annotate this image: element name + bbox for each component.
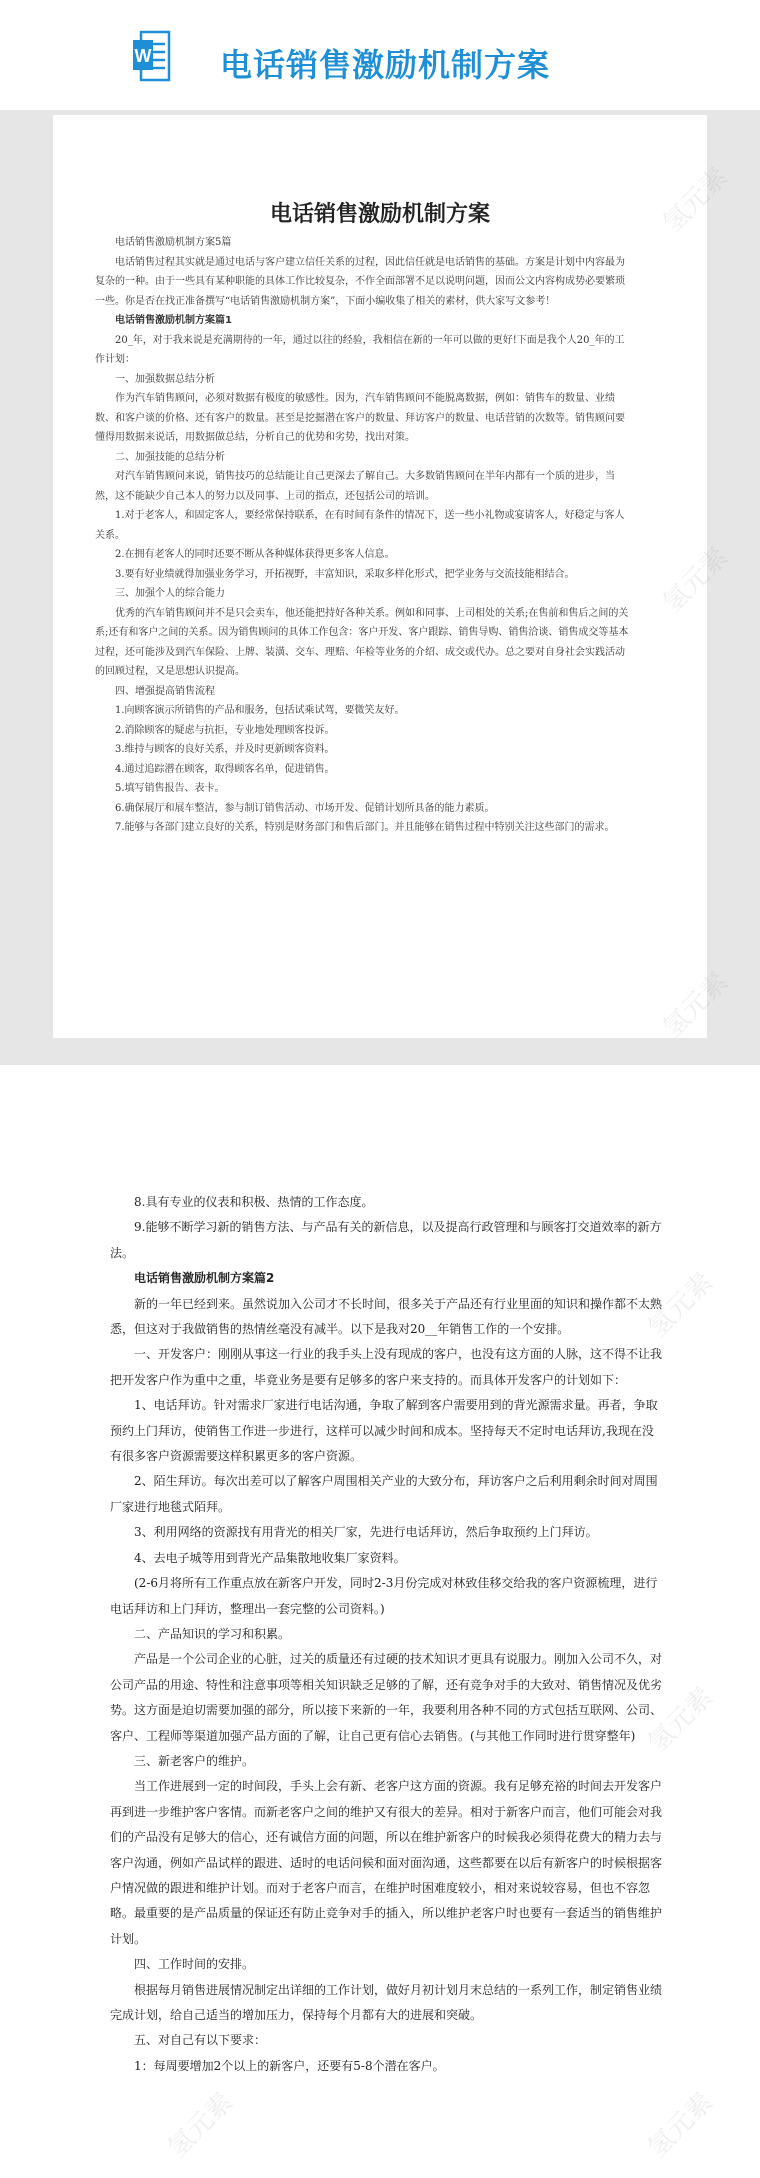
list-item: 1、电话拜访。针对需求厂家进行电话沟通，争取了解到客户需要用到的背光源需求量。再者，争取预约上门拜访，使销售工作进一步进行，这样可以减少时间和成本。坚持每天不定时电话拜访,我现在没有很多客户资源需要这样积累更多的客户资源。	[110, 1398, 658, 1464]
paragraph: 新的一年已经到来。虽然说加入公司才不长时间，很多关于产品还有行业里面的知识和操作都不太熟悉，但这对于我做销售的热情丝毫没有减半。以下是我对20__年销售工作的一个安排。	[110, 1296, 663, 1337]
list-item: 6.确保展厅和展车整洁，参与制订销售活动、市场开发、促销计划所具备的能力素质。	[115, 802, 495, 814]
header-banner	[0, 0, 760, 110]
paragraph: 当工作进展到一定的时间段，手头上会有新、老客户这方面的资源。我有足够充裕的时间去开发客户再到进一步维护客户客情。而新老客户之间的维护又有很大的差异。相对于新客户而言，他们可能会对我们的产品没有足够大的信心，还有诚信方面的问题，所以在维护新客户的时候我必须得花费大的精力去与客户沟通，例如产品试样的跟进、适时的电话问候和面对面沟通，这些都要在以后有新客户的时候根据客户情况做的跟进和维护计划。而对于老客户而言，在维护时困难度较小，相对来说较容易，但也不容忽略。最重要的是产品质量的保证还有防止竞争对手的插入，所以维护老客户时也要有一套适当的销售维护计划。	[110, 1779, 663, 1946]
subheading: 五、对自己有以下要求：	[134, 2033, 267, 2048]
paragraph: 对汽车销售顾问来说，销售技巧的总结能让自己更深去了解自己。大多数销售顾问在半年内都有一个质的进步，当然，这不能缺少自己本人的努力以及同事、上司的指点，还包括公司的培训。	[95, 471, 615, 502]
paragraph: 优秀的汽车销售顾问并不是只会卖车，他还能把持好各种关系。例如和同事、上司相处的关系;在售前和售后之间的关系;还有和客户之间的关系。因为销售顾问的具体工作包含：客户开发、客户跟踪、销售导购、销售洽谈、销售成交等基本过程，还可能涉及到汽车保险、上牌、装潢、交车、理赔、年检等业务的介绍、成交或代办。总之要对自身社会实践活动的回顾过程，又是思想认识提高。	[95, 607, 629, 677]
page-two-body	[110, 1190, 665, 2079]
list-item: 9.能够不断学习新的销售方法、与产品有关的新信息，以及提高行政管理和与顾客打交道效率的新方法。	[110, 1220, 662, 1260]
banner-title: 电话销售激励机制方案	[220, 46, 551, 84]
subheading: 三、加强个人的综合能力	[115, 588, 225, 599]
subheading: 四、增强提高销售流程	[115, 685, 215, 697]
subheading: 一、加强数据总结分析	[115, 373, 215, 385]
page-one-body	[95, 233, 630, 838]
list-item: 3、利用网络的资源找有用背光的相关厂家，先进行电话拜访，然后争取预约上门拜访。	[134, 1525, 598, 1540]
list-item: 1.向顾客演示所销售的产品和服务，包括试乘试驾，要微笑友好。	[115, 705, 405, 716]
paragraph: 20_年，对于我来说是充满期待的一年，通过以往的经验，我相信在新的一年可以做的更好!下面是我个人20_年的工作计划：	[95, 334, 625, 365]
list-item: 5.填写销售报告、表卡。	[115, 783, 225, 794]
paragraph: 作为汽车销售顾问，必须对数据有极度的敏感性。因为，汽车销售顾问不能脱离数据，例如：销售车的数量、业绩数、和客户谈的价格、还有客户的数量。甚至是挖掘潜在客户的数量、拜访客户的数量、电话营销的次数等。销售顾问要懂得用数据来说话，用数据做总结，分析自己的优势和劣势，找出对策。	[95, 393, 625, 443]
list-item: 2.在拥有老客人的同时还要不断从各种媒体获得更多客人信息。	[115, 549, 395, 560]
subheading: 三、新老客户的维护。	[134, 1753, 255, 1768]
list-item: 8.具有专业的仪表和积极、热情的工作态度。	[134, 1195, 374, 1209]
paragraph: 产品是一个公司企业的心脏，过关的质量还有过硬的技术知识才更具有说服力。刚加入公司不久，对公司产品的用途、特性和注意事项等相关知识缺乏足够的了解，还有竞争对手的大致对、销售情况及优劣势。这方面是迫切需要加强的部分，所以接下来新的一年，我要利用各种不同的方式包括互联网、公司、客户、工程师等渠道加强产品方面的了解，让自己更有信心去销售。(与其他工作同时进行贯穿整年)	[110, 1652, 663, 1743]
section-heading: 电话销售激励机制方案篇1	[115, 315, 232, 326]
list-item: 3.要有好业绩就得加强业务学习，开拓视野，丰富知识，采取多样化形式，把学业务与交流技能相结合。	[115, 568, 575, 580]
word-document-icon	[133, 30, 171, 82]
list-item: 1.对于老客人，和固定客人，要经常保持联系，在有时间有条件的情况下，送一些小礼物或宴请客人，好稳定与客人关系。	[95, 510, 625, 541]
list-item: 4、去电子城等用到背光产品集散地收集厂家资料。	[134, 1550, 406, 1565]
paragraph: (2-6月将所有工作重点放在新客户开发，同时2-3月份完成对林致佳移交给我的客户资源梳理，进行电话拜访和上门拜访，整理出一套完整的公司资料。)	[110, 1576, 658, 1616]
document-title: 电话销售激励机制方案	[269, 201, 490, 227]
subheading: 四、工作时间的安排。	[134, 1957, 255, 1972]
list-item: 3.维持与顾客的良好关系，并及时更新顾客资料。	[115, 744, 335, 755]
paragraph: 一、开发客户：刚刚从事这一行业的我手头上没有现成的客户，也没有这方面的人脉，这不得不让我把开发客户作为重中之重，毕竟业务是要有足够多的客户来支持的。而具体开发客户的计划如下：	[110, 1347, 663, 1387]
subheading: 二、产品知识的学习和积累。	[134, 1626, 291, 1641]
list-item: 2、陌生拜访。每次出差可以了解客户周围相关产业的大致分布，拜访客户之后利用剩余时间对周围厂家进行地毯式陌拜。	[110, 1474, 658, 1514]
svg-text:W: W	[134, 46, 152, 66]
list-item: 1：每周要增加2个以上的新客户，还要有5-8个潜在客户。	[134, 2058, 445, 2073]
list-item: 2.消除顾客的疑虑与抗拒，专业地处理顾客投诉。	[115, 724, 335, 736]
list-item: 7.能够与各部门建立良好的关系，特别是财务部门和售后部门。并且能够在销售过程中特别关注这些部门的需求。	[115, 822, 615, 833]
subheading: 二、加强技能的总结分析	[115, 451, 225, 463]
paragraph: 根据每月销售进展情况制定出详细的工作计划，做好月初计划月末总结的一系列工作，制定销售业绩完成计划，给自己适当的增加压力，保持每个月都有大的进展和突破。	[110, 1982, 663, 2022]
doc-subtitle: 电话销售激励机制方案5篇	[115, 237, 232, 248]
section-heading: 电话销售激励机制方案篇2	[134, 1271, 275, 1286]
list-item: 4.通过追踪潜在顾客，取得顾客名单，促进销售。	[115, 763, 335, 775]
intro-paragraph: 电话销售过程其实就是通过电话与客户建立信任关系的过程，因此信任就是电话销售的基础。方案是计划中内容最为复杂的一种。由于一些具有某种职能的具体工作比较复杂，不作全面部署不足以说明问题，因而公文内容构成势必要繁琐一些。你是否在找正准备撰写“电话销售激励机制方案”，下面小编收集了相关的素材，供大家写文参考！	[95, 256, 625, 307]
